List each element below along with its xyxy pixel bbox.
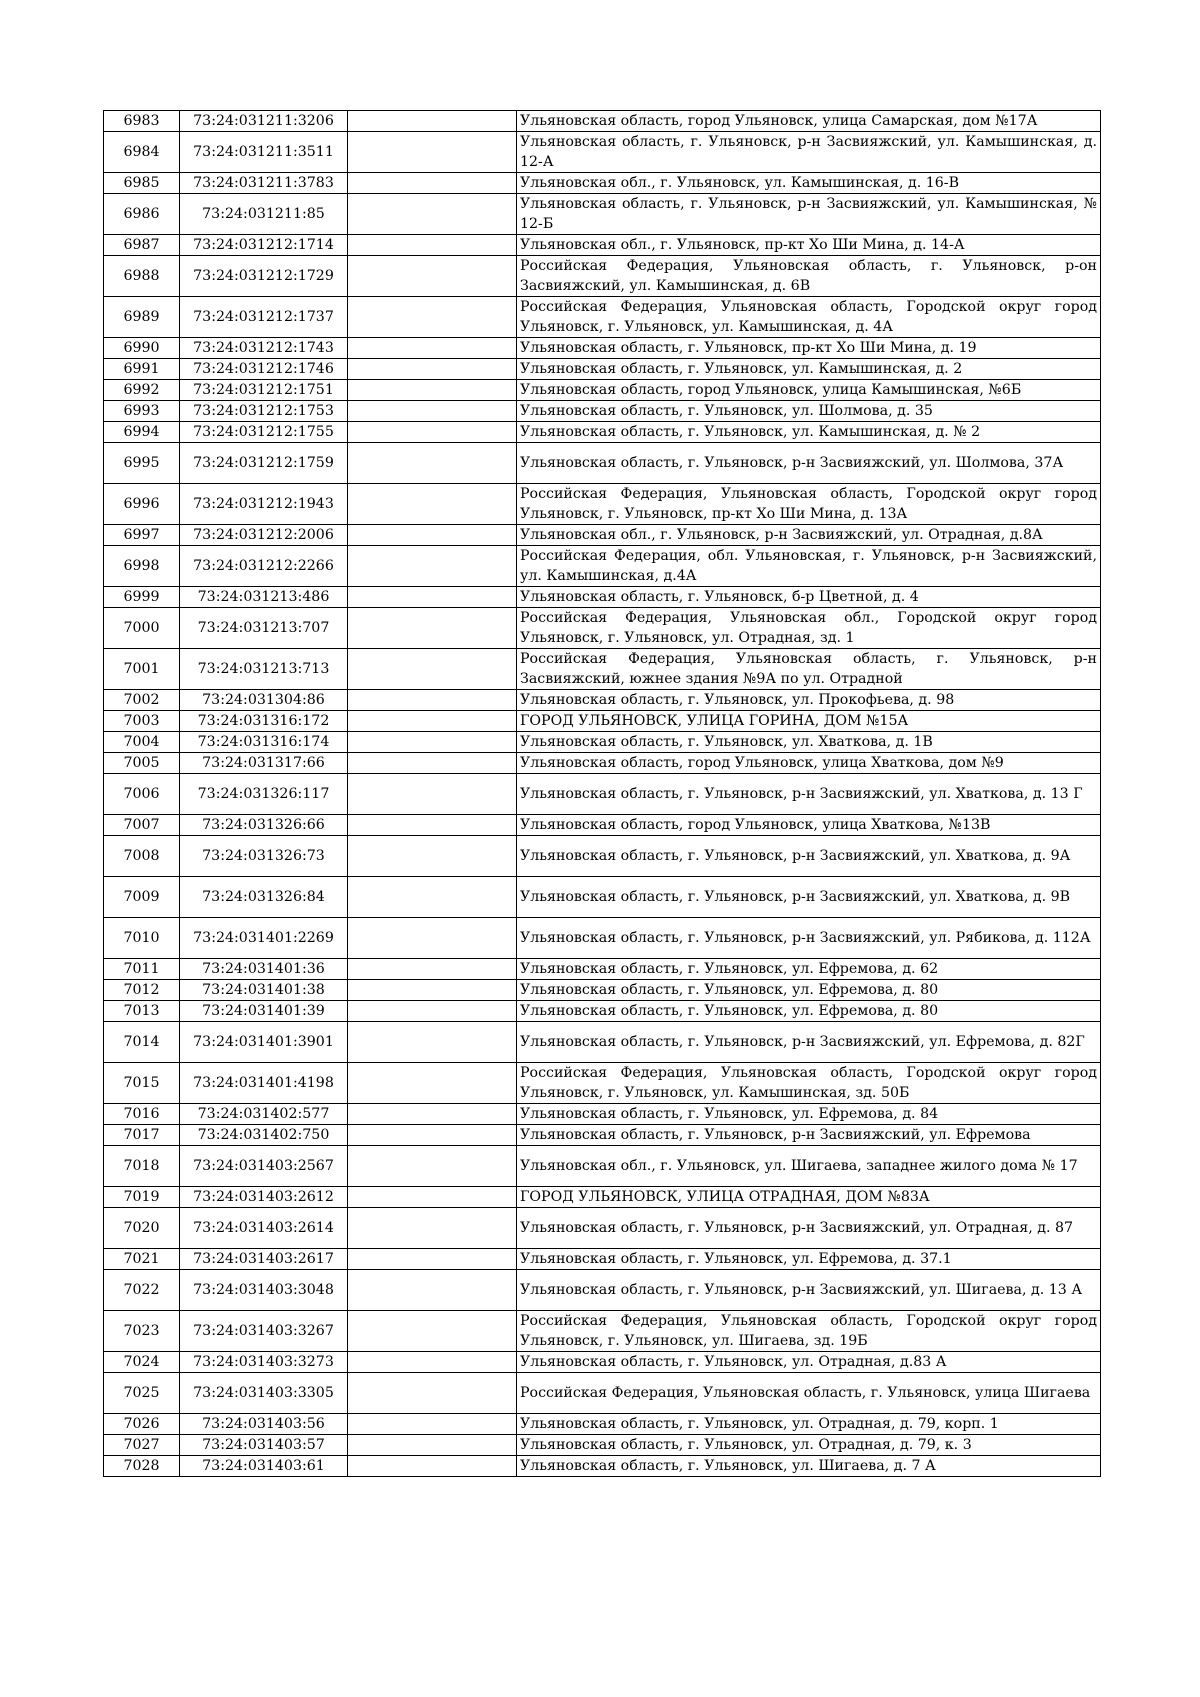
- cadastral-number-cell: 73:24:031212:1746: [180, 359, 348, 380]
- table-row: [104, 1270, 1101, 1311]
- cadastral-number-cell: 73:24:031317:66: [180, 753, 348, 774]
- table-row: [104, 297, 1101, 338]
- row-number-cell: 7007: [104, 815, 180, 836]
- table-row: [104, 815, 1101, 836]
- cadastral-number-cell: 73:24:031403:2614: [180, 1208, 348, 1249]
- empty-cell: [348, 1270, 517, 1311]
- cadastral-number-cell: 73:24:031212:1751: [180, 380, 348, 401]
- address-cell: Ульяновская область, г. Ульяновск, р-н Засвияжский, ул. Шигаева, д. 13 А: [517, 1270, 1101, 1311]
- table-row: [104, 980, 1101, 1001]
- cadastral-number-cell: 73:24:031403:2612: [180, 1187, 348, 1208]
- table-row: [104, 380, 1101, 401]
- empty-cell: [348, 422, 517, 443]
- address-cell: Ульяновская область, г. Ульяновск, ул. Шигаева, д. 7 А: [517, 1456, 1101, 1477]
- empty-cell: [348, 836, 517, 877]
- empty-cell: [348, 443, 517, 484]
- table-row: [104, 422, 1101, 443]
- table-row: [104, 711, 1101, 732]
- empty-cell: [348, 132, 517, 173]
- address-cell: Ульяновская обл., г. Ульяновск, ул. Шигаева, западнее жилого дома № 17: [517, 1146, 1101, 1187]
- empty-cell: [348, 484, 517, 525]
- cadastral-registry-table: [103, 110, 1101, 1477]
- cadastral-number-cell: 73:24:031403:2617: [180, 1249, 348, 1270]
- table-row: [104, 1187, 1101, 1208]
- row-number-cell: 7004: [104, 732, 180, 753]
- registry-table-body: [104, 111, 1101, 1477]
- address-cell: Ульяновская область, г. Ульяновск, р-н Засвияжский, ул. Ефремова, д. 82Г: [517, 1022, 1101, 1063]
- table-row: [104, 484, 1101, 525]
- empty-cell: [348, 732, 517, 753]
- address-cell: Ульяновская область, город Ульяновск, улица Хваткова, №13В: [517, 815, 1101, 836]
- cadastral-number-cell: 73:24:031316:172: [180, 711, 348, 732]
- cadastral-number-cell: 73:24:031401:39: [180, 1001, 348, 1022]
- table-row: [104, 1104, 1101, 1125]
- empty-cell: [348, 587, 517, 608]
- row-number-cell: 6995: [104, 443, 180, 484]
- table-row: [104, 1435, 1101, 1456]
- table-row: [104, 836, 1101, 877]
- table-row: [104, 546, 1101, 587]
- address-cell: Российская Федерация, Ульяновская область, Городской округ город Ульяновск, г. Ульяновск, ул. Камышинская, д. 4А: [517, 297, 1101, 338]
- address-cell: Ульяновская область, г. Ульяновск, ул. Ефремова, д. 84: [517, 1104, 1101, 1125]
- cadastral-number-cell: 73:24:031212:1729: [180, 256, 348, 297]
- empty-cell: [348, 1063, 517, 1104]
- cadastral-number-cell: 73:24:031212:1743: [180, 338, 348, 359]
- empty-cell: [348, 401, 517, 422]
- empty-cell: [348, 690, 517, 711]
- empty-cell: [348, 1249, 517, 1270]
- row-number-cell: 7021: [104, 1249, 180, 1270]
- cadastral-number-cell: 73:24:031401:3901: [180, 1022, 348, 1063]
- row-number-cell: 7023: [104, 1311, 180, 1352]
- row-number-cell: 7022: [104, 1270, 180, 1311]
- table-row: [104, 1125, 1101, 1146]
- empty-cell: [348, 877, 517, 918]
- row-number-cell: 6988: [104, 256, 180, 297]
- address-cell: Ульяновская область, г. Ульяновск, б-р Цветной, д. 4: [517, 587, 1101, 608]
- address-cell: Ульяновская область, г. Ульяновск, ул. Ефремова, д. 80: [517, 980, 1101, 1001]
- cadastral-number-cell: 73:24:031213:486: [180, 587, 348, 608]
- empty-cell: [348, 338, 517, 359]
- row-number-cell: 7025: [104, 1373, 180, 1414]
- address-cell: Ульяновская область, г. Ульяновск, ул. Хваткова, д. 1В: [517, 732, 1101, 753]
- table-row: [104, 173, 1101, 194]
- row-number-cell: 6986: [104, 194, 180, 235]
- row-number-cell: 6983: [104, 111, 180, 132]
- row-number-cell: 7024: [104, 1352, 180, 1373]
- address-cell: Ульяновская область, г. Ульяновск, ул. Отрадная, д. 79, корп. 1: [517, 1414, 1101, 1435]
- table-row: [104, 1063, 1101, 1104]
- address-cell: Российская Федерация, Ульяновская обл., Городской округ город Ульяновск, г. Ульяновск, ул. Отрадная, зд. 1: [517, 608, 1101, 649]
- cadastral-number-cell: 73:24:031403:3267: [180, 1311, 348, 1352]
- cadastral-number-cell: 73:24:031403:3305: [180, 1373, 348, 1414]
- empty-cell: [348, 753, 517, 774]
- address-cell: Ульяновская область, г. Ульяновск, ул. Отрадная, д.83 А: [517, 1352, 1101, 1373]
- address-cell: Ульяновская область, г. Ульяновск, р-н Засвияжский, ул. Отрадная, д. 87: [517, 1208, 1101, 1249]
- cadastral-number-cell: 73:24:031403:61: [180, 1456, 348, 1477]
- table-row: [104, 1001, 1101, 1022]
- cadastral-number-cell: 73:24:031403:56: [180, 1414, 348, 1435]
- address-cell: Ульяновская область, г. Ульяновск, пр-кт Хо Ши Мина, д. 19: [517, 338, 1101, 359]
- cadastral-number-cell: 73:24:031326:73: [180, 836, 348, 877]
- row-number-cell: 6999: [104, 587, 180, 608]
- cadastral-number-cell: 73:24:031304:86: [180, 690, 348, 711]
- table-row: [104, 918, 1101, 959]
- empty-cell: [348, 1001, 517, 1022]
- empty-cell: [348, 235, 517, 256]
- address-cell: Ульяновская область, г. Ульяновск, ул. Шолмова, д. 35: [517, 401, 1101, 422]
- cadastral-number-cell: 73:24:031403:2567: [180, 1146, 348, 1187]
- table-row: [104, 690, 1101, 711]
- empty-cell: [348, 359, 517, 380]
- empty-cell: [348, 918, 517, 959]
- row-number-cell: 6991: [104, 359, 180, 380]
- cadastral-number-cell: 73:24:031212:2266: [180, 546, 348, 587]
- address-cell: Ульяновская обл., г. Ульяновск, р-н Засвияжский, ул. Отрадная, д.8А: [517, 525, 1101, 546]
- empty-cell: [348, 1208, 517, 1249]
- table-row: [104, 1311, 1101, 1352]
- cadastral-number-cell: 73:24:031212:1755: [180, 422, 348, 443]
- address-cell: Ульяновская область, город Ульяновск, улица Самарская, дом №17А: [517, 111, 1101, 132]
- address-cell: Ульяновская область, г. Ульяновск, р-н Засвияжский, ул. Хваткова, д. 9А: [517, 836, 1101, 877]
- cadastral-number-cell: 73:24:031403:3048: [180, 1270, 348, 1311]
- address-cell: Ульяновская область, г. Ульяновск, ул. Прокофьева, д. 98: [517, 690, 1101, 711]
- empty-cell: [348, 1414, 517, 1435]
- empty-cell: [348, 194, 517, 235]
- row-number-cell: 6996: [104, 484, 180, 525]
- row-number-cell: 7010: [104, 918, 180, 959]
- address-cell: Ульяновская область, город Ульяновск, улица Хваткова, дом №9: [517, 753, 1101, 774]
- address-cell: Российская Федерация, Ульяновская область, г. Ульяновск, р-он Засвияжский, ул. Камышинская, д. 6В: [517, 256, 1101, 297]
- empty-cell: [348, 774, 517, 815]
- row-number-cell: 6998: [104, 546, 180, 587]
- table-row: [104, 256, 1101, 297]
- row-number-cell: 6985: [104, 173, 180, 194]
- empty-cell: [348, 1146, 517, 1187]
- address-cell: Ульяновская область, г. Ульяновск, ул. Камышинская, д. 2: [517, 359, 1101, 380]
- address-cell: Ульяновская область, г. Ульяновск, р-н Засвияжский, ул. Хваткова, д. 9В: [517, 877, 1101, 918]
- address-cell: Ульяновская обл., г. Ульяновск, ул. Камышинская, д. 16-В: [517, 173, 1101, 194]
- address-cell: Ульяновская обл., г. Ульяновск, пр-кт Хо Ши Мина, д. 14-А: [517, 235, 1101, 256]
- empty-cell: [348, 111, 517, 132]
- row-number-cell: 7000: [104, 608, 180, 649]
- table-row: [104, 1146, 1101, 1187]
- row-number-cell: 7002: [104, 690, 180, 711]
- address-cell: Ульяновская область, г. Ульяновск, ул. Ефремова, д. 62: [517, 959, 1101, 980]
- address-cell: Ульяновская область, г. Ульяновск, р-н Засвияжский, ул. Камышинская, д. 12-А: [517, 132, 1101, 173]
- row-number-cell: 7015: [104, 1063, 180, 1104]
- row-number-cell: 7005: [104, 753, 180, 774]
- empty-cell: [348, 1373, 517, 1414]
- cadastral-number-cell: 73:24:031403:3273: [180, 1352, 348, 1373]
- empty-cell: [348, 546, 517, 587]
- row-number-cell: 7016: [104, 1104, 180, 1125]
- row-number-cell: 7026: [104, 1414, 180, 1435]
- table-row: [104, 1208, 1101, 1249]
- row-number-cell: 7027: [104, 1435, 180, 1456]
- row-number-cell: 7009: [104, 877, 180, 918]
- table-row: [104, 338, 1101, 359]
- address-cell: Российская Федерация, Ульяновская область, г. Ульяновск, улица Шигаева: [517, 1373, 1101, 1414]
- cadastral-number-cell: 73:24:031211:3511: [180, 132, 348, 173]
- cadastral-number-cell: 73:24:031401:36: [180, 959, 348, 980]
- table-row: [104, 359, 1101, 380]
- cadastral-number-cell: 73:24:031401:38: [180, 980, 348, 1001]
- empty-cell: [348, 1352, 517, 1373]
- row-number-cell: 7013: [104, 1001, 180, 1022]
- table-row: [104, 132, 1101, 173]
- row-number-cell: 7012: [104, 980, 180, 1001]
- address-cell: Российская Федерация, Ульяновская область, Городской округ город Ульяновск, г. Ульяновск, пр-кт Хо Ши Мина, д. 13А: [517, 484, 1101, 525]
- row-number-cell: 6993: [104, 401, 180, 422]
- cadastral-number-cell: 73:24:031211:3206: [180, 111, 348, 132]
- row-number-cell: 6989: [104, 297, 180, 338]
- address-cell: Российская Федерация, Ульяновская область, Городской округ город Ульяновск, г. Ульяновск, ул. Камышинская, зд. 50Б: [517, 1063, 1101, 1104]
- cadastral-number-cell: 73:24:031326:84: [180, 877, 348, 918]
- cadastral-number-cell: 73:24:031402:577: [180, 1104, 348, 1125]
- cadastral-number-cell: 73:24:031211:3783: [180, 173, 348, 194]
- cadastral-number-cell: 73:24:031213:713: [180, 649, 348, 690]
- row-number-cell: 7008: [104, 836, 180, 877]
- cadastral-number-cell: 73:24:031213:707: [180, 608, 348, 649]
- table-row: [104, 877, 1101, 918]
- address-cell: Ульяновская область, г. Ульяновск, ул. Отрадная, д. 79, к. 3: [517, 1435, 1101, 1456]
- table-row: [104, 732, 1101, 753]
- row-number-cell: 7003: [104, 711, 180, 732]
- row-number-cell: 7019: [104, 1187, 180, 1208]
- empty-cell: [348, 980, 517, 1001]
- table-row: [104, 959, 1101, 980]
- empty-cell: [348, 711, 517, 732]
- table-row: [104, 111, 1101, 132]
- row-number-cell: 6997: [104, 525, 180, 546]
- address-cell: ГОРОД УЛЬЯНОВСК, УЛИЦА ГОРИНА, ДОМ №15А: [517, 711, 1101, 732]
- table-row: [104, 774, 1101, 815]
- row-number-cell: 7018: [104, 1146, 180, 1187]
- address-cell: Ульяновская область, г. Ульяновск, ул. Ефремова, д. 80: [517, 1001, 1101, 1022]
- table-row: [104, 649, 1101, 690]
- empty-cell: [348, 1187, 517, 1208]
- row-number-cell: 7001: [104, 649, 180, 690]
- address-cell: Ульяновская область, г. Ульяновск, р-н Засвияжский, ул. Хваткова, д. 13 Г: [517, 774, 1101, 815]
- table-row: [104, 235, 1101, 256]
- empty-cell: [348, 959, 517, 980]
- cadastral-number-cell: 73:24:031326:66: [180, 815, 348, 836]
- address-cell: Ульяновская область, город Ульяновск, улица Камышинская, №6Б: [517, 380, 1101, 401]
- empty-cell: [348, 649, 517, 690]
- empty-cell: [348, 173, 517, 194]
- row-number-cell: 7014: [104, 1022, 180, 1063]
- table-row: [104, 1456, 1101, 1477]
- cadastral-number-cell: 73:24:031212:1759: [180, 443, 348, 484]
- row-number-cell: 6992: [104, 380, 180, 401]
- cadastral-number-cell: 73:24:031403:57: [180, 1435, 348, 1456]
- table-row: [104, 587, 1101, 608]
- empty-cell: [348, 525, 517, 546]
- row-number-cell: 6994: [104, 422, 180, 443]
- row-number-cell: 7028: [104, 1456, 180, 1477]
- cadastral-number-cell: 73:24:031212:2006: [180, 525, 348, 546]
- address-cell: Ульяновская область, г. Ульяновск, ул. Ефремова, д. 37.1: [517, 1249, 1101, 1270]
- cadastral-number-cell: 73:24:031212:1943: [180, 484, 348, 525]
- cadastral-number-cell: 73:24:031211:85: [180, 194, 348, 235]
- empty-cell: [348, 1456, 517, 1477]
- row-number-cell: 6987: [104, 235, 180, 256]
- row-number-cell: 7017: [104, 1125, 180, 1146]
- table-row: [104, 1352, 1101, 1373]
- empty-cell: [348, 1125, 517, 1146]
- table-row: [104, 1022, 1101, 1063]
- address-cell: Российская Федерация, обл. Ульяновская, г. Ульяновск, р-н Засвияжский, ул. Камышинская, д.4А: [517, 546, 1101, 587]
- empty-cell: [348, 1311, 517, 1352]
- address-cell: Российская Федерация, Ульяновская область, г. Ульяновск, р-н Засвияжский, южнее здания №9А по ул. Отрадной: [517, 649, 1101, 690]
- cadastral-number-cell: 73:24:031316:174: [180, 732, 348, 753]
- address-cell: ГОРОД УЛЬЯНОВСК, УЛИЦА ОТРАДНАЯ, ДОМ №83А: [517, 1187, 1101, 1208]
- document-page: [103, 110, 1100, 1477]
- cadastral-number-cell: 73:24:031326:117: [180, 774, 348, 815]
- address-cell: Ульяновская область, г. Ульяновск, р-н Засвияжский, ул. Шолмова, 37А: [517, 443, 1101, 484]
- table-row: [104, 1249, 1101, 1270]
- cadastral-number-cell: 73:24:031212:1737: [180, 297, 348, 338]
- empty-cell: [348, 815, 517, 836]
- empty-cell: [348, 297, 517, 338]
- cadastral-number-cell: 73:24:031402:750: [180, 1125, 348, 1146]
- row-number-cell: 7020: [104, 1208, 180, 1249]
- row-number-cell: 7011: [104, 959, 180, 980]
- address-cell: Ульяновская область, г. Ульяновск, ул. Камышинская, д. № 2: [517, 422, 1101, 443]
- address-cell: Российская Федерация, Ульяновская область, Городской округ город Ульяновск, г. Ульяновск, ул. Шигаева, зд. 19Б: [517, 1311, 1101, 1352]
- cadastral-number-cell: 73:24:031401:4198: [180, 1063, 348, 1104]
- address-cell: Ульяновская область, г. Ульяновск, р-н Засвияжский, ул. Камышинская, № 12-Б: [517, 194, 1101, 235]
- table-row: [104, 443, 1101, 484]
- empty-cell: [348, 380, 517, 401]
- row-number-cell: 6990: [104, 338, 180, 359]
- empty-cell: [348, 1104, 517, 1125]
- cadastral-number-cell: 73:24:031212:1714: [180, 235, 348, 256]
- address-cell: Ульяновская область, г. Ульяновск, р-н Засвияжский, ул. Ефремова: [517, 1125, 1101, 1146]
- empty-cell: [348, 256, 517, 297]
- table-row: [104, 753, 1101, 774]
- empty-cell: [348, 608, 517, 649]
- table-row: [104, 194, 1101, 235]
- table-row: [104, 1373, 1101, 1414]
- row-number-cell: 6984: [104, 132, 180, 173]
- empty-cell: [348, 1022, 517, 1063]
- cadastral-number-cell: 73:24:031212:1753: [180, 401, 348, 422]
- cadastral-number-cell: 73:24:031401:2269: [180, 918, 348, 959]
- row-number-cell: 7006: [104, 774, 180, 815]
- address-cell: Ульяновская область, г. Ульяновск, р-н Засвияжский, ул. Рябикова, д. 112А: [517, 918, 1101, 959]
- table-row: [104, 401, 1101, 422]
- table-row: [104, 525, 1101, 546]
- table-row: [104, 1414, 1101, 1435]
- table-row: [104, 608, 1101, 649]
- empty-cell: [348, 1435, 517, 1456]
